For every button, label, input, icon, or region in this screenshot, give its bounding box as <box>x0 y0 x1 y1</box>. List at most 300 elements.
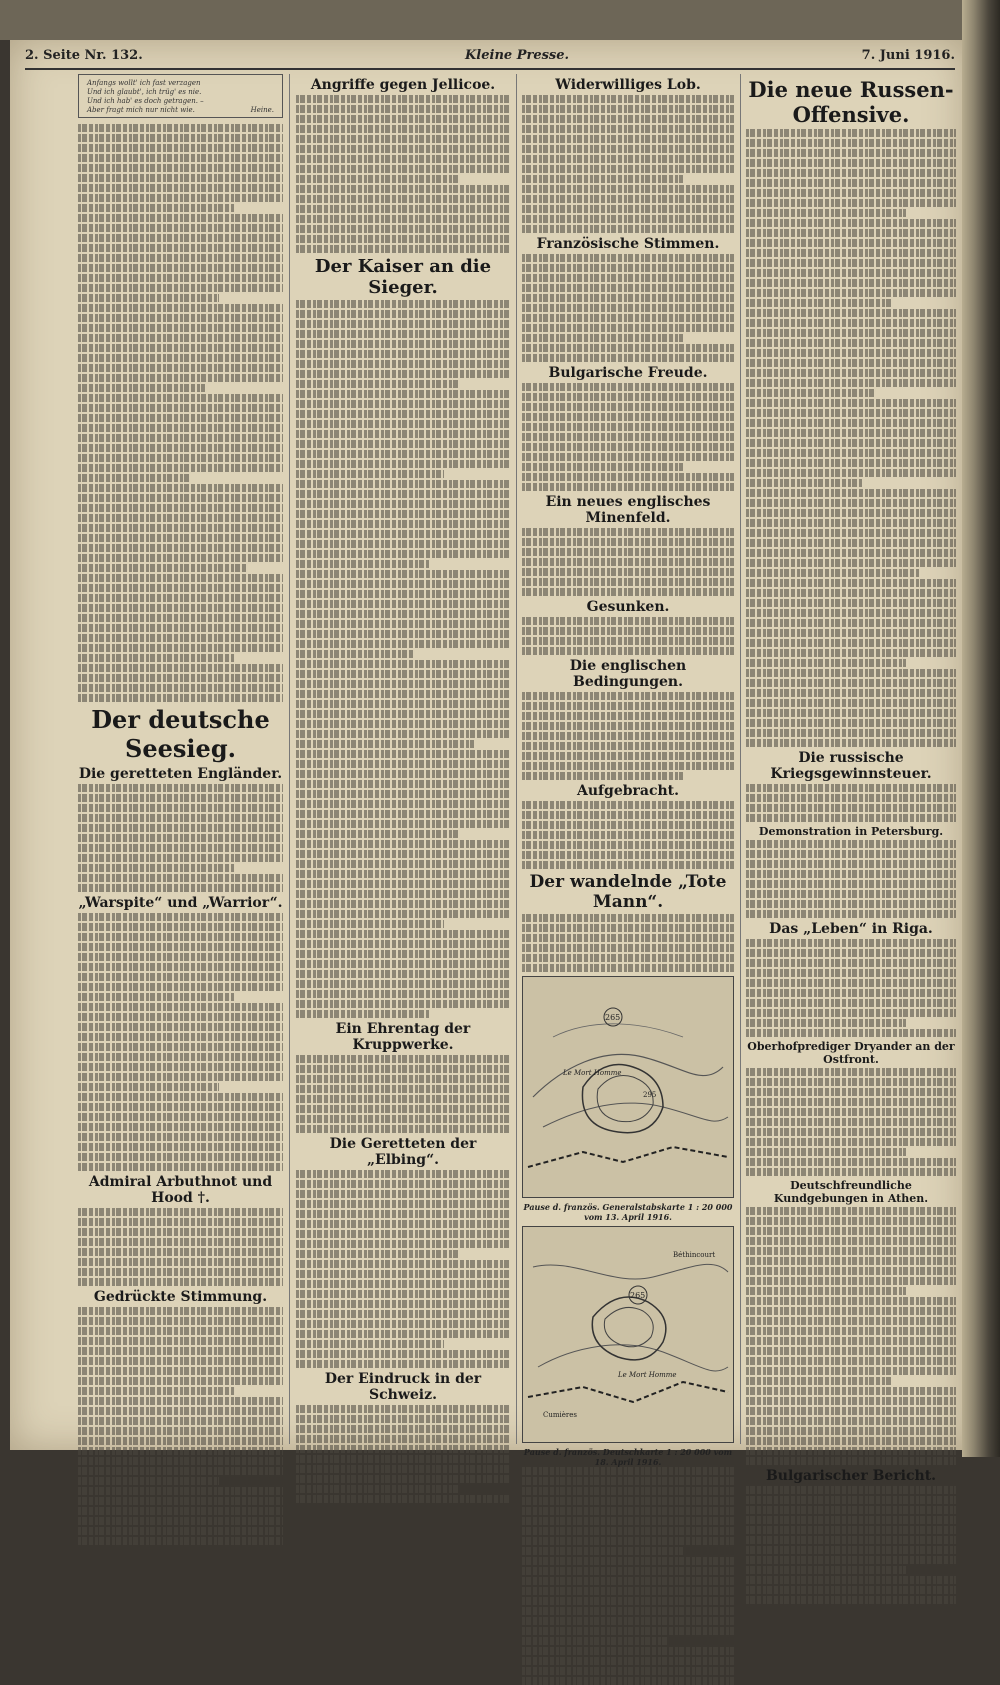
text-line <box>296 880 510 888</box>
text-line <box>746 999 956 1007</box>
article-text <box>746 129 956 747</box>
text-line <box>296 380 459 388</box>
text-line <box>296 1435 510 1443</box>
text-line <box>78 973 283 981</box>
text-line <box>296 420 510 428</box>
text-line <box>78 993 234 1001</box>
text-line <box>746 1367 956 1375</box>
text-line <box>746 1098 956 1106</box>
text-line <box>746 469 956 477</box>
text-line <box>522 627 734 635</box>
text-line <box>522 274 734 282</box>
text-line <box>78 923 283 931</box>
headline-oberhof: Oberhofprediger Dryander an der Ostfront. <box>747 1040 955 1066</box>
text-line <box>78 274 283 282</box>
text-line <box>746 169 956 177</box>
text-line <box>78 444 283 452</box>
article-text <box>522 528 734 596</box>
text-line <box>522 284 734 292</box>
text-line <box>746 1377 891 1385</box>
text-line <box>78 1437 283 1445</box>
text-line <box>78 1377 283 1385</box>
text-line <box>746 259 956 267</box>
text-line <box>296 330 510 338</box>
text-line <box>746 1566 906 1574</box>
text-line <box>522 772 683 780</box>
text-line <box>746 840 956 848</box>
text-line <box>78 1497 283 1505</box>
text-line <box>296 760 510 768</box>
text-line <box>746 529 956 537</box>
text-line <box>522 588 734 596</box>
text-line <box>78 614 283 622</box>
headline-warspite: „Warspite“ und „Warrior“. <box>78 895 283 911</box>
text-line <box>522 215 734 223</box>
text-line <box>78 1268 283 1276</box>
text-line <box>78 824 283 832</box>
text-line <box>78 294 219 302</box>
text-line <box>746 814 956 822</box>
text-line <box>746 319 956 327</box>
text-line <box>522 914 734 922</box>
text-line <box>746 699 956 707</box>
headline-gedrueckt: Gedrückte Stimmung. <box>93 1289 268 1305</box>
text-line <box>78 854 283 862</box>
text-line <box>522 692 734 700</box>
text-line <box>746 579 956 587</box>
text-line <box>522 752 734 760</box>
text-line <box>746 1237 956 1245</box>
text-line <box>296 1095 510 1103</box>
text-line <box>78 1367 283 1375</box>
text-line <box>296 1010 429 1018</box>
poem-line: Und ich hab' es doch getragen. – <box>87 97 204 105</box>
text-line <box>296 650 414 658</box>
text-line <box>522 264 734 272</box>
text-line <box>522 831 734 839</box>
text-line <box>78 664 283 672</box>
text-line <box>746 1257 956 1265</box>
text-line <box>78 814 283 822</box>
text-line <box>522 165 734 173</box>
text-line <box>78 554 283 562</box>
text-line <box>78 534 283 542</box>
text-line <box>746 569 920 577</box>
poem-line: Und ich glaubt', ich trüg' es nie. <box>87 88 202 96</box>
text-line <box>522 1597 734 1605</box>
text-line <box>522 934 734 942</box>
text-line <box>522 185 734 193</box>
text-line <box>522 762 734 770</box>
column-rule <box>740 74 741 1444</box>
text-line <box>78 1073 283 1081</box>
text-line <box>78 454 283 462</box>
map-label: Cumières <box>543 1411 577 1419</box>
text-line <box>78 234 283 242</box>
map-figure-2 <box>522 1226 734 1443</box>
article-text <box>296 1055 510 1133</box>
text-line <box>746 850 956 858</box>
text-line <box>78 154 283 162</box>
text-line <box>78 1083 219 1091</box>
text-line <box>78 344 283 352</box>
text-line <box>746 349 956 357</box>
text-line <box>746 1088 956 1096</box>
text-line <box>522 115 734 123</box>
text-line <box>78 374 283 382</box>
text-line <box>746 784 956 792</box>
text-line <box>522 1527 734 1535</box>
text-line <box>296 1210 510 1218</box>
text-line <box>522 254 734 262</box>
text-line <box>522 1677 734 1685</box>
text-line <box>296 890 510 898</box>
text-line <box>78 1208 283 1216</box>
text-line <box>296 530 510 538</box>
text-line <box>522 1497 734 1505</box>
text-line <box>296 820 510 828</box>
text-line <box>78 1023 283 1031</box>
text-line <box>296 1180 510 1188</box>
text-line <box>296 1200 510 1208</box>
text-line <box>296 640 510 648</box>
text-line <box>746 619 956 627</box>
text-line <box>296 680 510 688</box>
text-line <box>78 694 283 702</box>
text-line <box>746 599 956 607</box>
text-line <box>746 669 956 677</box>
text-line <box>746 949 956 957</box>
text-line <box>746 794 956 802</box>
text-line <box>296 560 429 568</box>
text-line <box>746 1397 956 1405</box>
text-line <box>296 145 510 153</box>
text-line <box>746 639 956 647</box>
text-line <box>522 558 734 566</box>
text-line <box>746 1417 956 1425</box>
text-line <box>296 740 474 748</box>
headline-angriffe: Angriffe gegen Jellicoe. <box>310 77 496 93</box>
text-line <box>296 1310 510 1318</box>
text-line <box>746 1337 956 1345</box>
text-line <box>78 1487 283 1495</box>
text-line <box>296 1270 510 1278</box>
text-line <box>522 413 734 421</box>
text-line <box>746 479 862 487</box>
text-line <box>746 1327 956 1335</box>
page-number: 2. Seite Nr. 132. <box>25 48 143 63</box>
text-line <box>78 1517 283 1525</box>
text-line <box>78 204 234 212</box>
text-line <box>78 784 283 792</box>
article-text <box>746 840 956 918</box>
text-line <box>522 324 734 332</box>
text-line <box>522 175 683 183</box>
text-line <box>78 1133 283 1141</box>
text-line <box>746 239 956 247</box>
article-text <box>78 1208 283 1286</box>
text-line <box>746 939 956 947</box>
text-line <box>78 654 234 662</box>
text-line <box>296 1240 510 1248</box>
text-line <box>296 410 510 418</box>
text-line <box>296 1425 510 1433</box>
text-line <box>296 1405 510 1413</box>
text-line <box>296 1280 510 1288</box>
text-line <box>522 1547 683 1555</box>
text-line <box>78 1103 283 1111</box>
text-line <box>78 1248 283 1256</box>
text-line <box>78 1527 283 1535</box>
text-line <box>522 924 734 932</box>
text-line <box>296 570 510 578</box>
text-line <box>522 354 734 362</box>
text-line <box>522 225 734 233</box>
text-line <box>522 423 734 431</box>
text-line <box>746 709 956 717</box>
text-line <box>296 660 510 668</box>
headline-admiral: Admiral Arbuthnot und Hood †. <box>88 1174 273 1206</box>
text-line <box>78 434 283 442</box>
headline-leben-riga: Das „Leben“ in Riga. <box>769 921 933 937</box>
text-line <box>522 393 734 401</box>
text-line <box>78 913 283 921</box>
text-line <box>78 354 283 362</box>
text-line <box>296 460 510 468</box>
text-line <box>746 449 956 457</box>
text-line <box>78 1258 283 1266</box>
text-line <box>78 1327 283 1335</box>
text-line <box>746 409 956 417</box>
text-line <box>296 185 510 193</box>
text-line <box>296 135 510 143</box>
text-line <box>522 1577 734 1585</box>
headline-gesunken: Gesunken. <box>586 599 670 615</box>
text-line <box>78 164 283 172</box>
text-line <box>296 1115 510 1123</box>
text-line <box>746 299 891 307</box>
text-line <box>522 1477 734 1485</box>
text-line <box>78 1467 283 1475</box>
text-line <box>296 360 510 368</box>
headline-aufgebracht: Aufgebracht. <box>576 783 680 799</box>
text-line <box>78 1003 283 1011</box>
headline-offensive: Die neue Russen-Offensive. <box>748 77 954 127</box>
text-line <box>78 214 283 222</box>
article-text <box>746 939 956 1037</box>
text-line <box>746 549 956 557</box>
text-line <box>746 609 956 617</box>
text-line <box>746 1168 956 1176</box>
headline-ehrentag: Ein Ehrentag der Kruppwerke. <box>335 1021 471 1053</box>
text-line <box>522 95 734 103</box>
text-line <box>296 750 510 758</box>
text-line <box>296 390 510 398</box>
text-line <box>296 115 510 123</box>
text-line <box>746 1277 956 1285</box>
column-1 <box>78 74 283 1444</box>
text-line <box>78 384 205 392</box>
map-label: 295 <box>643 1091 657 1099</box>
text-line <box>296 440 510 448</box>
text-line <box>296 940 510 948</box>
text-line <box>522 548 734 556</box>
text-line <box>78 804 283 812</box>
column-2 <box>296 74 510 1444</box>
text-line <box>746 979 956 987</box>
text-line <box>78 834 283 842</box>
article-text <box>746 1068 956 1176</box>
text-line <box>296 970 510 978</box>
headline-bulgar-freude: Bulgarische Freude. <box>548 365 708 381</box>
article-text <box>296 300 510 1018</box>
text-line <box>746 1526 956 1534</box>
text-line <box>296 195 510 203</box>
text-line <box>78 544 283 552</box>
text-line <box>746 1029 956 1037</box>
text-line <box>296 245 510 253</box>
text-line <box>746 1148 906 1156</box>
text-line <box>522 841 734 849</box>
text-line <box>78 1337 283 1345</box>
text-line <box>746 969 956 977</box>
map-drawing <box>523 1227 733 1442</box>
text-line <box>78 1317 283 1325</box>
article-text <box>522 801 734 869</box>
text-line <box>296 320 510 328</box>
text-line <box>78 464 283 472</box>
text-line <box>746 429 956 437</box>
text-line <box>522 811 734 819</box>
text-line <box>296 500 510 508</box>
headline-bedingungen: Die englischen Bedingungen. <box>569 658 687 690</box>
article-text <box>78 913 283 1171</box>
text-line <box>296 1170 510 1178</box>
text-line <box>78 1507 283 1515</box>
text-line <box>296 1495 510 1503</box>
text-line <box>522 1567 734 1575</box>
text-line <box>296 470 444 478</box>
headline-kriegsgewinn: Die russische Kriegsgewinnsteuer. <box>770 750 932 782</box>
text-line <box>746 1506 956 1514</box>
headline-eindruck: Der Eindruck in der Schweiz. <box>324 1371 482 1403</box>
text-line <box>746 1287 906 1295</box>
text-line <box>296 1260 510 1268</box>
map-label: 265 <box>605 1013 621 1022</box>
text-line <box>522 314 734 322</box>
text-line <box>78 324 283 332</box>
text-line <box>522 617 734 625</box>
text-line <box>78 1347 283 1355</box>
text-line <box>746 870 956 878</box>
text-line <box>746 679 956 687</box>
text-line <box>296 590 510 598</box>
text-line <box>522 155 734 163</box>
text-line <box>522 125 734 133</box>
text-line <box>296 720 510 728</box>
text-line <box>746 729 956 737</box>
text-line <box>296 710 510 718</box>
text-line <box>746 139 956 147</box>
text-line <box>746 339 956 347</box>
text-line <box>296 1065 510 1073</box>
text-line <box>522 383 734 391</box>
text-line <box>78 1417 283 1425</box>
text-line <box>746 159 956 167</box>
text-line <box>746 1267 956 1275</box>
text-line <box>296 780 510 788</box>
article-text <box>522 95 734 233</box>
text-line <box>522 304 734 312</box>
text-line <box>78 933 283 941</box>
column-rule <box>289 74 290 1444</box>
text-line <box>296 450 510 458</box>
text-line <box>296 830 459 838</box>
text-line <box>746 1407 956 1415</box>
text-line <box>746 1546 956 1554</box>
text-line <box>522 1657 734 1665</box>
text-line <box>746 1516 956 1524</box>
column-3 <box>522 74 734 1467</box>
text-line <box>746 1486 956 1494</box>
text-line <box>78 1477 219 1485</box>
text-line <box>522 145 734 153</box>
text-line <box>746 1447 956 1455</box>
text-line <box>746 739 956 747</box>
text-line <box>522 568 734 576</box>
text-line <box>746 399 956 407</box>
text-line <box>296 1250 459 1258</box>
text-line <box>746 880 956 888</box>
text-line <box>746 1207 956 1215</box>
text-line <box>746 1019 906 1027</box>
text-line <box>78 794 283 802</box>
text-line <box>746 199 956 207</box>
text-line <box>78 594 283 602</box>
text-line <box>296 370 510 378</box>
text-line <box>296 1000 510 1008</box>
text-line <box>746 269 956 277</box>
headline-demonstration: Demonstration in Petersburg. <box>758 825 944 838</box>
text-line <box>296 630 510 638</box>
text-line <box>296 1360 510 1368</box>
text-line <box>296 1475 510 1483</box>
column-rule <box>516 74 517 1444</box>
page-header <box>25 46 955 70</box>
text-line <box>746 1068 956 1076</box>
text-line <box>296 610 510 618</box>
text-line <box>78 634 283 642</box>
text-line <box>78 864 234 872</box>
text-line <box>522 851 734 859</box>
text-line <box>746 804 956 812</box>
text-line <box>296 1320 510 1328</box>
text-line <box>296 600 510 608</box>
text-line <box>522 334 683 342</box>
text-line <box>78 1033 283 1041</box>
map-figure-1 <box>522 976 734 1198</box>
text-line <box>78 1013 283 1021</box>
text-line <box>746 860 956 868</box>
text-line <box>296 620 510 628</box>
text-line <box>78 524 283 532</box>
text-line <box>746 439 956 447</box>
poem-box <box>78 74 283 118</box>
poem-line: Anfangs wollt' ich fast verzagen <box>87 79 201 87</box>
map-label: 265 <box>630 1291 646 1300</box>
poem-author: Heine. <box>250 106 274 114</box>
text-line <box>78 404 283 412</box>
